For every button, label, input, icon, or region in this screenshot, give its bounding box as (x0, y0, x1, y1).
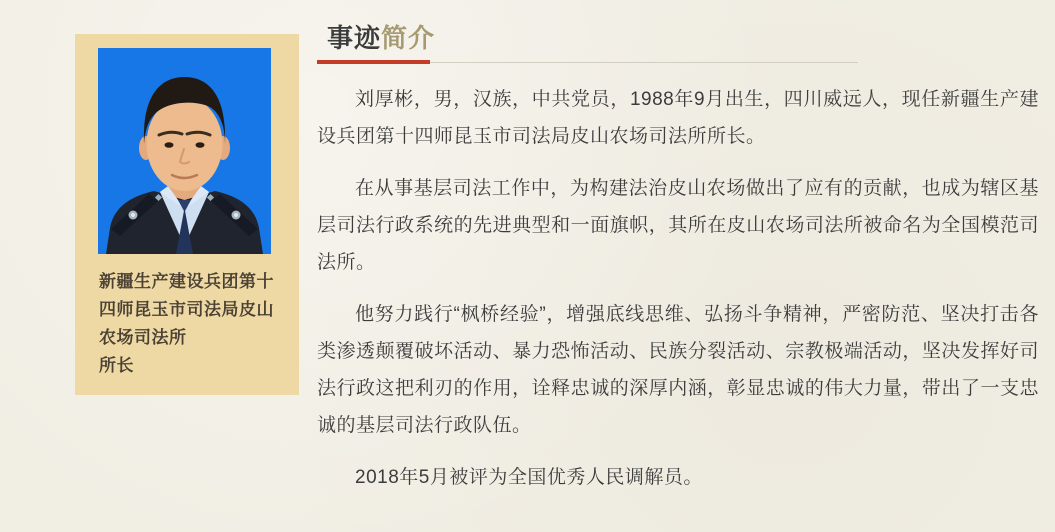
profile-card (75, 34, 299, 395)
bio-paragraph: 刘厚彬，男，汉族，中共党员，1988年9月出生，四川威远人，现任新疆生产建设兵团第十四师昆玉市司法局皮山农场司法所所长。 (317, 89, 1039, 147)
title-divider (317, 60, 858, 64)
section-title-secondary: 简介 (381, 23, 436, 53)
bio-paragraph: 2018年5月被评为全国优秀人民调解员。 (355, 467, 703, 488)
title-underline-accent (317, 60, 430, 64)
person-portrait-illustration (98, 48, 271, 254)
section-title (317, 24, 1039, 52)
content-section (317, 24, 1039, 496)
bio-paragraph: 在从事基层司法工作中，为构建法治皮山农场做出了应有的贡献，也成为辖区基层司法行政系统的先进典型和一面旗帜，其所在皮山农场司法所被命名为全国模范司法所。 (317, 178, 1039, 273)
bio-paragraph: 他努力践行“枫桥经验”，增强底线思维、弘扬斗争精神，严密防范、坚决打击各类渗透颠覆破坏活动、暴力恐怖活动、民族分裂活动、宗教极端活动，坚决发挥好司法行政这把利刃的作用，诠释忠诚的深厚内涵，彰显忠诚的伟大力量，带出了一支忠诚的基层司法行政队伍。 (317, 304, 1039, 436)
profile-caption-title: 所长 (99, 356, 134, 375)
title-divider-line (430, 62, 858, 63)
portrait-photo (98, 48, 271, 254)
profile-caption (99, 268, 280, 380)
profile-caption-unit: 新疆生产建设兵团第十四师昆玉市司法局皮山农场司法所 (99, 272, 274, 347)
biography-text (317, 81, 1039, 496)
section-title-primary: 事迹 (327, 23, 382, 53)
